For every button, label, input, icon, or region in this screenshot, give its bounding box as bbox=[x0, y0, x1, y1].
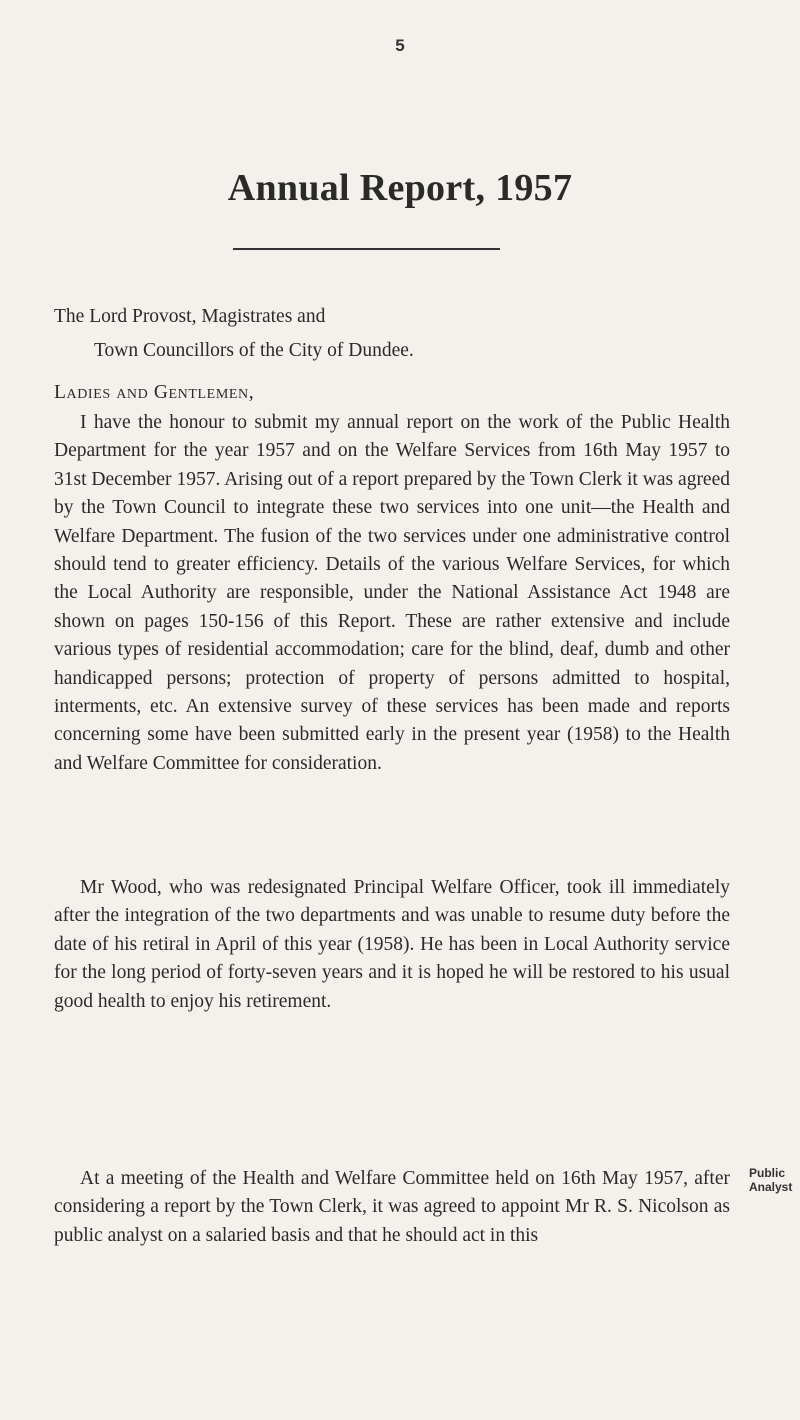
page-number: 5 bbox=[395, 36, 405, 55]
paragraph-text: I have the honour to submit my annual report on the work of the Public Health Department for the year 1957 and on the Welfare Services from 16th May 1957 to 31st December 1957. Arising out of a report prepared by the Town Clerk it was agreed by the Town Council to integrate these two services into one unit—the Health and Welfare Department. The fusion of the two services under one administrative control should tend to greater efficiency. Details of the various Welfare Services, for which the Local Authority are responsible, under the National Assistance Act 1948 are shown on pages 150-156 of this Report. These are rather extensive and include various types of residential accommodation; care for the blind, deaf, dumb and other handicapped persons; protection of property of persons admitted to hospital, interments, etc. An extensive survey of these services has been made and reports concerning some have been submitted early in the present year (1958) to the Health and Welfare Committee for consideration. bbox=[54, 412, 730, 774]
paragraph-text: At a meeting of the Health and Welfare Committee held on 16th May 1957, after considering a report by the Town Clerk, it was agreed to appoint Mr R. S. Nicolson as public analyst on a salaried basis and that he should act in this bbox=[54, 1168, 730, 1246]
margin-note: Public Analyst bbox=[749, 1166, 793, 1194]
page-title: Annual Report, 1957 bbox=[227, 167, 573, 209]
salutation: Ladies and Gentlemen, bbox=[54, 382, 255, 403]
address-block bbox=[54, 300, 694, 368]
paragraph-text: Mr Wood, who was redesignated Principal Welfare Officer, took ill immediately after the integration of the two departments and was unable to resume duty before the date of his retiral in April of this year (1958). He has been in Local Authority service for the long period of forty-seven years and it is hoped he will be restored to his usual good health to enjoy his retirement. bbox=[54, 877, 730, 1012]
paragraph-mr-wood bbox=[54, 874, 730, 1016]
paragraph-integration bbox=[54, 409, 730, 778]
address-line-2: Town Councillors of the City of Dundee. bbox=[94, 340, 414, 361]
title-divider bbox=[233, 248, 500, 250]
paragraph-public-analyst bbox=[54, 1165, 730, 1250]
address-line-1: The Lord Provost, Magistrates and bbox=[54, 306, 326, 327]
